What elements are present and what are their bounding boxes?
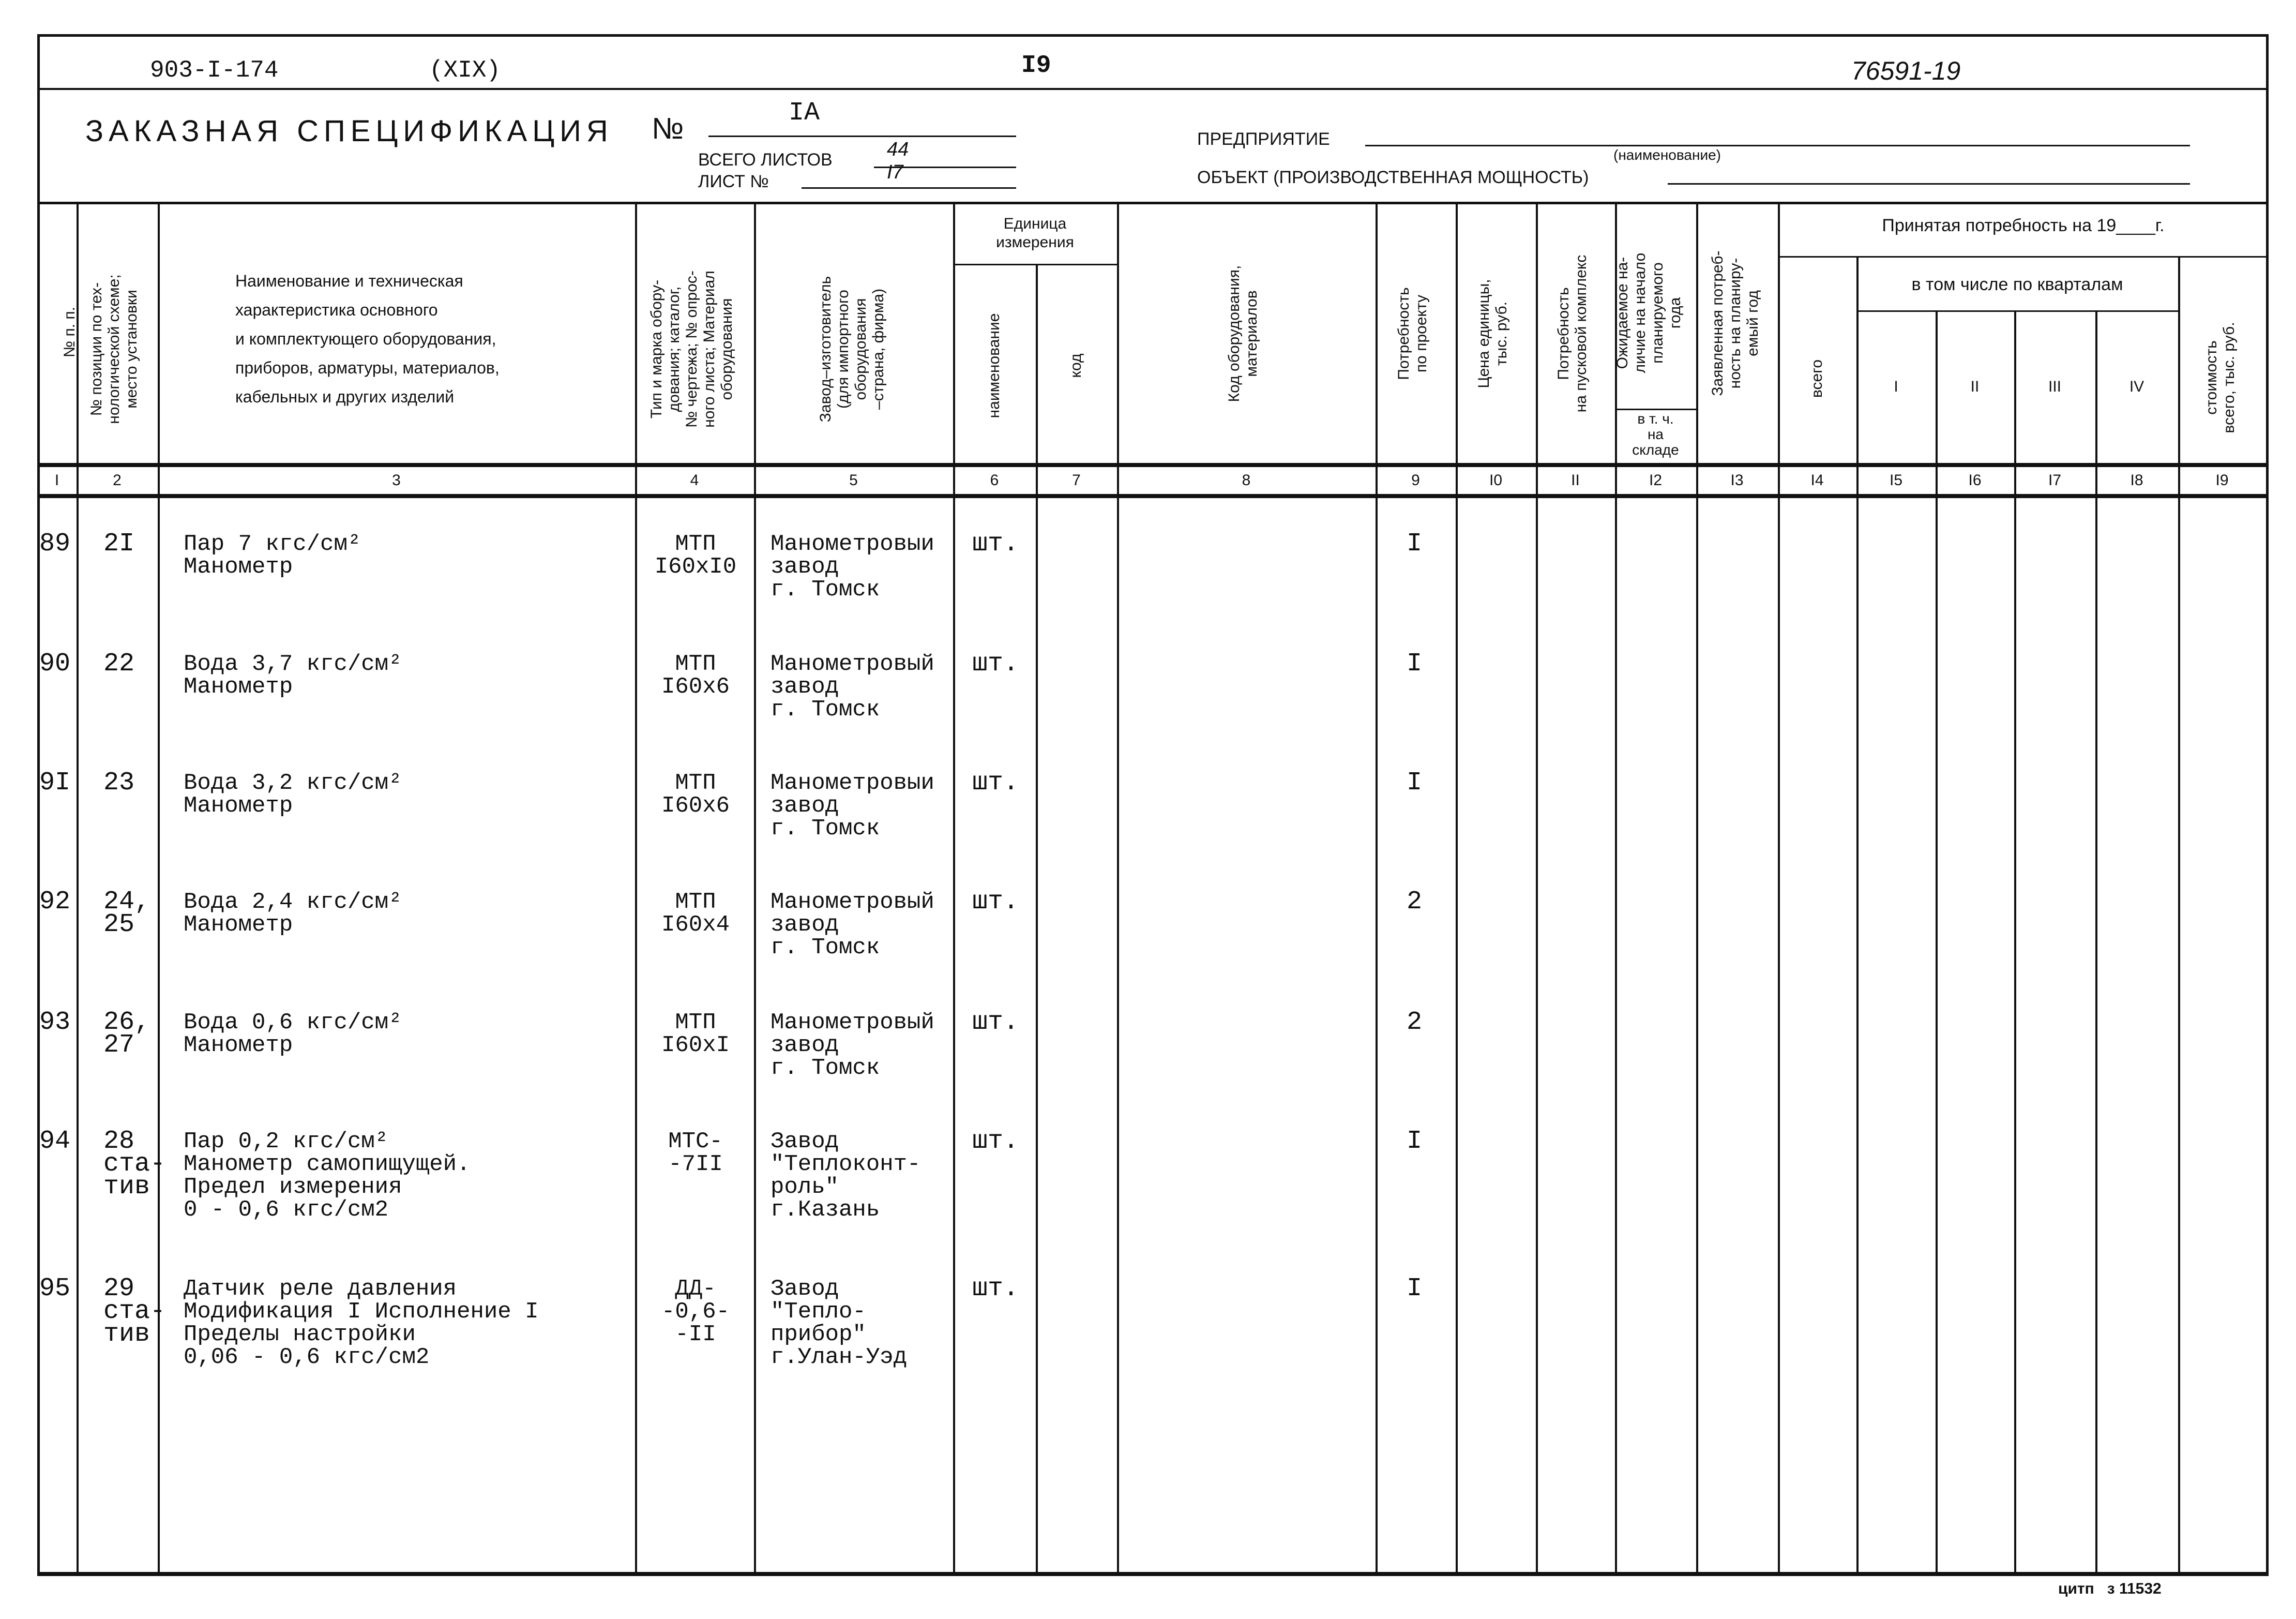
column-number: 7 (1072, 472, 1081, 489)
row-name: Датчик реле давления Модификация I Исполнение I Пределы настройки 0,06 - 0,6 кгс/см2 (184, 1276, 539, 1370)
column-number: 2 (113, 472, 122, 489)
column-number: 6 (990, 472, 999, 489)
row-name: Пар 0,2 кгс/см² Манометр самопищущей. Предел измерения 0 - 0,6 кгс/см2 (184, 1129, 471, 1223)
row-name: Вода 0,6 кгс/см² Манометр (184, 1010, 402, 1058)
object-label: ОБЪЕКТ (ПРОИЗВОДСТВЕННАЯ МОЩНОСТЬ) (1197, 168, 1589, 187)
column-number: 4 (690, 472, 699, 489)
row-position: 28 ста- тив (103, 1127, 166, 1202)
row-qty: I (1407, 768, 1423, 798)
total-sheets-label: ВСЕГО ЛИСТОВ (698, 150, 833, 170)
hdr-maker: Завод–изготовитель (для импортного оборудования –страна, фирма) (817, 276, 887, 423)
row-position: 26, 27 (103, 1008, 150, 1060)
print-code: цитп з 11532 (2058, 1580, 2162, 1597)
hdr-type: Тип и марка обору- дования; каталог, № чертежа; № опрос- ного листа; Материал оборудования (648, 271, 735, 428)
column-number: 5 (849, 472, 858, 489)
hdr-equip-code: Код оборудования, материалов (1226, 265, 1260, 402)
page-number: I9 (1021, 52, 1051, 80)
row-qty: I (1407, 529, 1423, 559)
doc-part: (XIX) (429, 57, 501, 84)
row-type: МТП I60х6 (661, 651, 730, 700)
row-unit: шт. (972, 887, 1019, 917)
row-unit: шт. (972, 768, 1019, 798)
row-maker: Завод "Теплоконт- роль" г.Казань (771, 1129, 921, 1223)
spec-no-sign: № (652, 112, 684, 145)
row-name: Вода 3,7 кгс/см² Манометр (184, 651, 402, 700)
row-type: МТП I60хI0 (654, 531, 737, 580)
row-number: 94 (39, 1127, 71, 1156)
total-sheets-value: 44 (887, 139, 909, 160)
hdr-q3: III (2048, 378, 2061, 395)
row-position: 2I (103, 529, 135, 559)
row-number: 93 (39, 1008, 71, 1037)
hdr-cost: стоимость всего, тыс. руб. (2203, 322, 2238, 433)
row-maker: Манометровый завод г. Томск (771, 1010, 934, 1081)
row-type: ДД- -0,6- -II (661, 1276, 730, 1347)
row-position: 22 (103, 649, 135, 679)
row-type: МТП I60х4 (661, 889, 730, 938)
row-unit: шт. (972, 649, 1019, 679)
row-unit: шт. (972, 529, 1019, 559)
row-qty: I (1407, 649, 1423, 679)
row-maker: Манометровыи завод г. Томск (771, 531, 934, 603)
row-qty: 2 (1407, 887, 1423, 917)
column-number: I6 (1968, 472, 1982, 489)
hdr-in-stock: в т. ч. на складе (1632, 411, 1679, 458)
row-maker: Манометровый завод г. Томск (771, 651, 934, 723)
row-number: 89 (39, 529, 71, 559)
hdr-unit-name: наименование (986, 313, 1003, 418)
row-type: МТС- -7II (668, 1129, 723, 1177)
hdr-q2: II (1970, 378, 1980, 395)
row-maker: Манометровыи завод г. Томск (771, 770, 934, 842)
row-unit: шт. (972, 1127, 1019, 1156)
column-number: I8 (2130, 472, 2143, 489)
hdr-declared: Заявленная потреб- ность на планиру- емый год (1709, 250, 1761, 396)
enterprise-label: ПРЕДПРИЯТИЕ (1197, 129, 1330, 149)
row-number: 9I (39, 768, 71, 798)
row-name: Вода 2,4 кгс/см² Манометр (184, 889, 402, 938)
hdr-unit-price: Цена единицы, тыс. руб. (1475, 279, 1510, 388)
column-number: 8 (1242, 472, 1251, 489)
row-type: МТП I60х6 (661, 770, 730, 819)
row-type: МТП I60хI (661, 1010, 730, 1058)
spec-title: ЗАКАЗНАЯ СПЕЦИФИКАЦИЯ (85, 114, 613, 148)
hdr-unit: Единица измерения (996, 215, 1074, 251)
row-qty: I (1407, 1127, 1423, 1156)
hdr-no: № п. п. (61, 307, 78, 358)
hdr-accepted: Принятая потребность на 19____г. (1882, 216, 2165, 235)
hdr-quarters: в том числе по кварталам (1911, 275, 2123, 294)
row-qty: I (1407, 1274, 1423, 1303)
column-number: 9 (1411, 472, 1420, 489)
row-name: Вода 3,2 кгс/см² Манометр (184, 770, 402, 819)
row-number: 92 (39, 887, 71, 917)
row-number: 95 (39, 1274, 71, 1303)
column-number: I2 (1649, 472, 1663, 489)
row-position: 24, 25 (103, 887, 150, 939)
hdr-q4: IV (2129, 378, 2144, 395)
row-position: 29 ста- тив (103, 1274, 166, 1349)
column-number: I9 (2215, 472, 2229, 489)
row-position: 23 (103, 768, 135, 798)
row-maker: Манометровый завод г. Томск (771, 889, 934, 961)
sheet-label: ЛИСТ № (698, 172, 769, 191)
column-number: 3 (392, 472, 401, 489)
column-number: I3 (1730, 472, 1744, 489)
column-number: II (1571, 472, 1580, 489)
hdr-need-project: Потребность по проекту (1395, 287, 1430, 380)
row-maker: Завод "Тепло- прибор" г.Улан-Уэд (771, 1276, 908, 1370)
sheet-value: I7 (887, 161, 903, 183)
hdr-expected: Ожидаемое на- личие на начало планируемого года (1614, 252, 1684, 373)
row-unit: шт. (972, 1274, 1019, 1303)
hdr-q1: I (1894, 378, 1898, 395)
hdr-unit-code: код (1067, 353, 1084, 378)
enterprise-sub-label: (наименование) (1613, 147, 1721, 163)
row-unit: шт. (972, 1008, 1019, 1037)
column-number: I5 (1889, 472, 1903, 489)
column-number: I4 (1810, 472, 1824, 489)
spec-number: IA (789, 98, 820, 128)
hdr-position: № позиции по тех- нологической схеме; место установки (88, 274, 140, 424)
column-number: I7 (2048, 472, 2062, 489)
hdr-name: Наименование и техническая характеристика основного и комплектующего оборудования, приборов, арматуры, материалов, кабельных и других изделий (235, 272, 500, 406)
doc-code: 903-I-174 (150, 57, 279, 84)
column-number: I0 (1489, 472, 1503, 489)
row-number: 90 (39, 649, 71, 679)
hdr-total: всего (1808, 359, 1825, 398)
row-qty: 2 (1407, 1008, 1423, 1037)
column-number: I (54, 472, 59, 489)
hdr-need-start: Потребность на пусковой комплекс (1555, 254, 1590, 413)
row-name: Пар 7 кгс/см² Манометр (184, 531, 361, 580)
handwritten-number: 76591-19 (1851, 56, 1961, 85)
